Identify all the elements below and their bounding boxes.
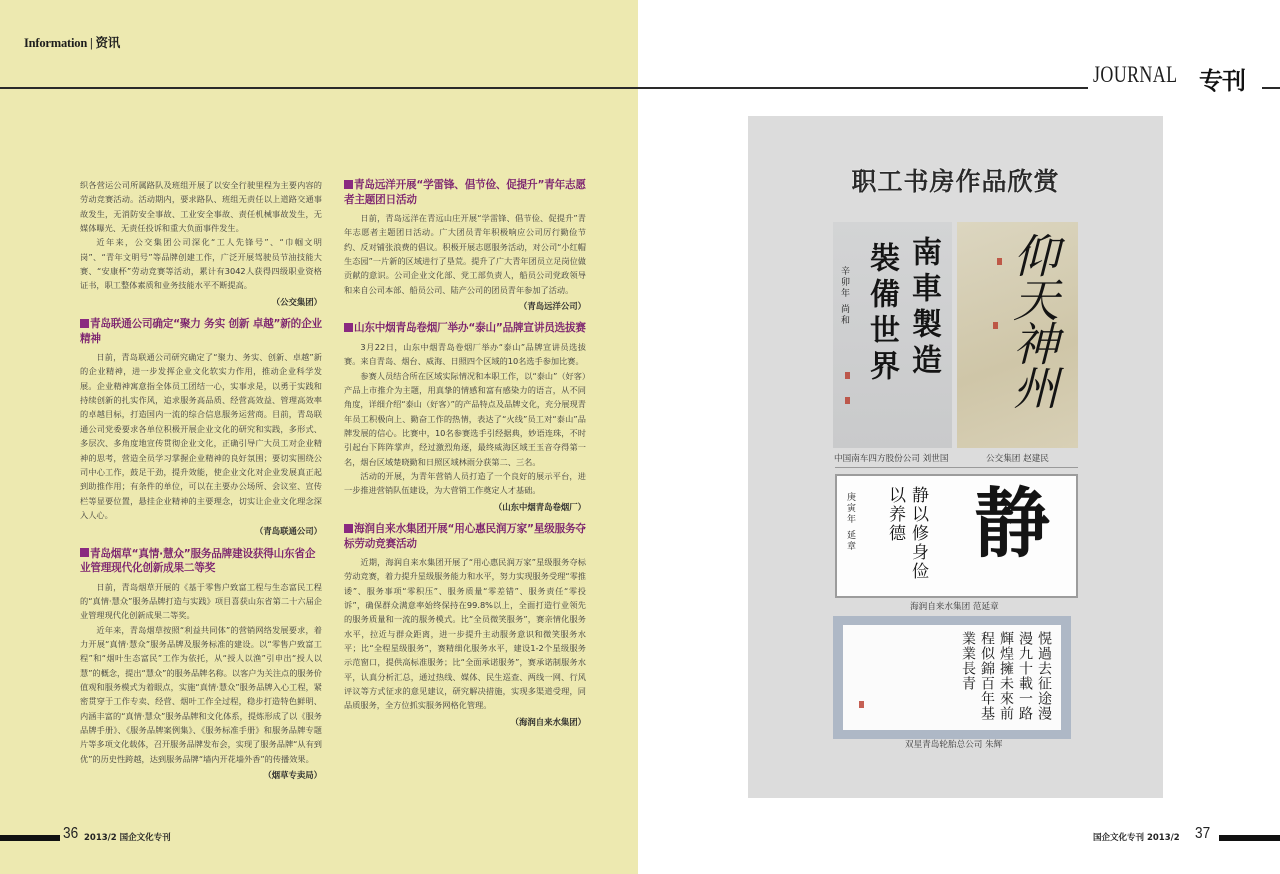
seal-icon bbox=[993, 322, 998, 329]
article-title: 海润自来水集团开展“用心惠民润万家”星级服务夺标劳动竞赛活动 bbox=[344, 523, 586, 550]
article-source: （公交集团） bbox=[271, 296, 322, 307]
calligraphy-inscription: 辛卯年 尚和 bbox=[839, 266, 849, 326]
article-tobacco bbox=[80, 547, 322, 783]
square-bullet-icon bbox=[80, 319, 89, 328]
header-rule bbox=[0, 87, 1088, 89]
calligraphy-artwork-4 bbox=[833, 616, 1071, 739]
article-paragraph: 日前，青岛联通公司研究确定了“聚力、务实、创新、卓越”新的企业精神，进一步发挥企业文化软实力作用，推动企业科学发展。企业精神寓意指全体员工团结一心，实事求是，以勇于实践和持续创新的扎实作风，追求服务高品质、经营高效益、管理高效率的卓越目标，打造国内一流的综合信息服务运营商。目前，青岛联通公司党委要求各单位积极开展企业文化的研究和实践，多形式、多层次、多角度地宣传贯彻企业文化，正确引导广大员工对企业精神的思考，营造全员学习掌握企业精神的良好氛围；要切实围绕公司中心工作，鼓足干劲，提升效能，使企业文化对企业发展真正起到助推作用；有条件的单位，可以在主要办公场所、会议室、宣传栏等显要位置，悬挂企业精神的主要理念，切实让企业文化理念深入人心。 bbox=[80, 352, 322, 520]
footer-text-left: 2013/2 国企文化专刊 bbox=[84, 833, 171, 843]
article-title: 山东中烟青岛卷烟厂举办“泰山”品牌宣讲员选拔赛 bbox=[344, 321, 586, 336]
calligraphy-text: 南車製造 bbox=[906, 236, 941, 380]
seal-icon bbox=[845, 397, 850, 404]
article-paragraph: 近期，海润自来水集团开展了“用心惠民润万家”星级服务夺标劳动竞赛，着力提升星级服务能力和水平，努力实现服务受理“零推诿”、服务事项“零积压”、服务质量“零差错”、服务责任“零投诉”，确保群众满意率始终保持在99.8%以上，全面打造行业领先的服务质量和一流的服务模式。比“全员微笑服务”，赛亲情化服务水平，拉近与群众距离，进一步提升主动服务意识和微笑服务水平；比“全程星级服务”，赛精细化服务水平，建设1-2个星级服务示范窗口，提供高标准服务；比“全面承诺服务”，赛承诺制服务水平，认真分析汇总，通过热线、媒体、民生巡查、两线一网、行风评议等方式征求的意见建议，研究解决措施，实现多渠道受理，同品质服务，全方位抓实服务网格化管理。 bbox=[344, 557, 586, 711]
artwork-caption: 公交集团 赵建民 bbox=[986, 454, 1049, 464]
article-paragraph: 活动的开展，为青年营销人员打造了一个良好的展示平台，进一步推进营销队伍建设，为大营销工作奠定人才基础。 bbox=[344, 471, 586, 496]
article-source: （山东中烟青岛卷烟厂） bbox=[493, 501, 586, 512]
article-paragraph: 近年来，公交集团公司深化“工人先锋号”、“巾帼文明岗”、“青年文明号”等品牌创建工作，广泛开展驾驶员节油技能大赛、“安康杯”劳动竞赛等活动，累计有3042人获得四级职业资格证书，职工整体素质和业务技能水平不断提高。 bbox=[80, 237, 322, 291]
article-source: （海润自来水集团） bbox=[510, 716, 586, 727]
gallery-title: 职工书房作品欣赏 bbox=[851, 167, 1060, 196]
seal-icon bbox=[845, 372, 850, 379]
calligraphy-artwork-3 bbox=[835, 474, 1078, 598]
calligraphy-text: 仰天神州 bbox=[1006, 232, 1060, 408]
article-source: （青岛远洋公司） bbox=[519, 301, 586, 312]
footer-bar-right bbox=[1219, 835, 1280, 841]
artwork-caption: 中国南车四方股份公司 刘世国 bbox=[834, 454, 949, 464]
article-title: 青岛远洋开展“学雷锋、倡节俭、促提升”青年志愿者主题团日活动 bbox=[344, 179, 586, 206]
article-water-group bbox=[344, 522, 586, 729]
square-bullet-icon bbox=[80, 548, 89, 557]
article-paragraph: 日前，青岛烟草开展的《基于零售户致富工程与生态富民工程的“真情·慧众”服务品牌打造与实践》项目喜获山东省第二十六届企业管理现代化创新成果二等奖。 bbox=[80, 581, 322, 621]
article-column-1 bbox=[80, 178, 322, 790]
section-label: Information | 资讯 bbox=[24, 36, 121, 50]
scroll-paper bbox=[843, 625, 1061, 730]
footer-text-right: 国企文化专刊 2013/2 bbox=[1093, 833, 1180, 843]
journal-title-en: JOURNAL bbox=[1093, 62, 1178, 87]
square-bullet-icon bbox=[344, 323, 353, 332]
article-cosco bbox=[344, 178, 586, 313]
page-number-right: 37 bbox=[1195, 825, 1211, 842]
article-paragraph: 近年来，青岛烟草按照“利益共同体”的营销网络发展要求，着力开展“真情·慧众”服务品牌及服务标准的建设。以“零售户致富工程”和“烟叶生态富民”工作为依托，从“授人以渔”引申出“授人以慧”的概念，提出“慧众”的服务品牌名称。以客户为关注点的服务价值观和服务模式为着眼点，实施“真情·慧众”服务品牌入心工程，紧密贯穿于工作专卖、经营、烟叶工作全过程，稳步打造特色鲜明、内涵丰富的“真情·慧众”服务品牌和文化体系，提炼形成了以《服务品牌手册》、《服务品牌案例集》、《服务标准手册》和服务品牌专题片等多项文化载体，召开服务品牌发布会，实现了服务品牌“从有到优”的历史性跨越，达到服务品牌“墙内开花墙外香”的传播效果。 bbox=[80, 624, 322, 764]
article-cigarette-factory bbox=[344, 321, 586, 514]
calligraphy-artwork-2 bbox=[957, 222, 1078, 448]
article-column-2 bbox=[344, 178, 586, 737]
article-title: 青岛烟草“真情·慧众”服务品牌建设获得山东省企业管理现代化创新成果二等奖 bbox=[80, 547, 316, 575]
article-bus-group bbox=[80, 178, 322, 309]
article-unicom bbox=[80, 317, 322, 538]
article-paragraph: 日前，青岛远洋在青远山庄开展“学雷锋、倡节俭、促提升”青年志愿者主题团日活动。广大团员青年积极响应公司厉行勤俭节约、反对铺张浪费的倡议。积极开展志愿服务活动，对公司“小红帽生态园”一片新的区域进行了垦荒。提升了广大青年团员立足岗位做贡献的意识。公司企业文化部、党工部负责人，船员公司党政领导和来自公司本部、船员公司、陆产公司的团员青年参加了活动。 bbox=[344, 213, 586, 295]
calligraphy-text: 裝備世界 bbox=[864, 242, 899, 386]
article-paragraph: 参赛人员结合所在区域实际情况和本职工作，以“泰山”（好客）产品上市推介为主题，用真挚的情感和富有感染力的语言，从不同角度，详细介绍“泰山（好客）”的产品特点及品牌文化，充分展现青年员工积极向上、勤奋工作的热情，表达了“火线”员工对“泰山”品牌发展的信心。比赛中，10名参赛选手引经据典，妙语连珠，不时引起台下阵阵掌声，经过激烈角逐，最终威海区域王玉音夺得第一名，烟台区域楚晓勤和日照区域林雨分获第二、三名。 bbox=[344, 370, 586, 467]
calligraphy-text: 静 bbox=[974, 479, 1050, 568]
footer-bar-left bbox=[0, 835, 60, 841]
article-paragraph: 织各营运公司所属路队及班组开展了以安全行驶里程为主要内容的劳动竞赛活动。活动期内，要求路队、班组无责任以上道路交通事故发生，无消防安全事故、工业安全事故、责任机械事故发生，无媒体曝光、无责任投诉和重大负面事件发生。 bbox=[80, 180, 322, 234]
page-number-left: 36 bbox=[63, 825, 79, 842]
calligraphy-artwork-1 bbox=[833, 222, 952, 448]
caption-divider bbox=[835, 467, 1078, 468]
calligraphy-inscription: 庚寅年 延章 bbox=[845, 492, 855, 552]
square-bullet-icon bbox=[344, 180, 353, 189]
calligraphy-gallery bbox=[748, 116, 1163, 798]
header-rule-end bbox=[1262, 87, 1280, 89]
calligraphy-text: 愰過去征途漫漫九十載一路輝煌擁未來前程似錦百年基業業長青 bbox=[960, 631, 1052, 721]
artwork-caption: 海润自来水集团 范延章 bbox=[910, 602, 999, 612]
article-source: （烟草专卖局） bbox=[263, 770, 322, 781]
journal-title-cn: 专刊 bbox=[1199, 67, 1245, 95]
article-paragraph: 3月22日，山东中烟青岛卷烟厂举办“泰山”品牌宣讲员选拔赛。来自青岛、烟台、威海、日照四个区域的10名选手参加比赛。 bbox=[344, 341, 586, 367]
calligraphy-side-text: 静以修身俭以养德 bbox=[885, 486, 928, 581]
seal-icon bbox=[859, 701, 864, 708]
article-title: 青岛联通公司确定“聚力 务实 创新 卓越”新的企业精神 bbox=[80, 318, 322, 345]
seal-icon bbox=[997, 258, 1002, 265]
square-bullet-icon bbox=[344, 524, 353, 533]
artwork-caption: 双星青岛轮胎总公司 朱辉 bbox=[905, 740, 1003, 750]
article-source: （青岛联通公司） bbox=[255, 526, 322, 537]
